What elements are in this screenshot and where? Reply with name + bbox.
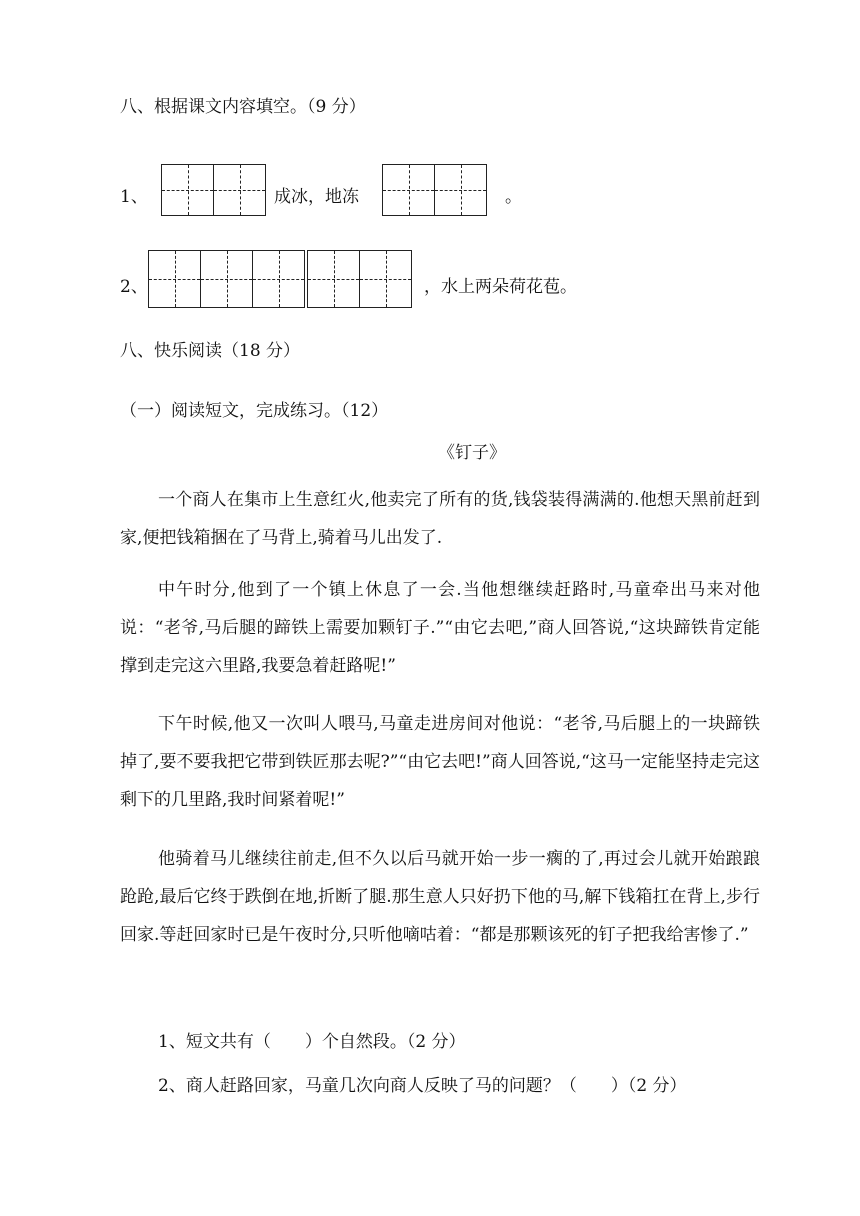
fill-question-2-number: 2、 <box>120 277 148 297</box>
story-paragraph-4: 他骑着马儿继续往前走,但不久以后马就开始一步一瘸的了,再过会儿就开始踉踉跄跄,最后它终于跌倒在地,折断了腿.那生意人只好扔下他的马,解下钱箱扛在背上,步行回家.等赶回家时已是午夜时分,只听他嘀咕着：“都是那颗该死的钉子把我给害惨了.” <box>120 849 760 945</box>
story-paragraph-3: 下午时候,他又一次叫人喂马,马童走进房间对他说：“老爷,马后腿上的一块蹄铁掉了,要不要我把它带到铁匠那去呢?”“由它去吧!”商人回答说,“这马一定能坚持走完这剩下的几里路,我时间紧着呢!” <box>120 714 760 810</box>
writing-cell <box>253 250 305 308</box>
question-2: 2、商人赶路回家，马童几次向商人反映了马的问题？（ ）（2 分） <box>158 1076 687 1096</box>
writing-grid-q2-a <box>148 250 305 308</box>
writing-grid-q2-b <box>307 250 412 308</box>
writing-cell <box>162 164 214 216</box>
reading-part-1-title: （一）阅读短文，完成练习。（12） <box>120 401 389 421</box>
writing-grid-q1-a <box>161 164 266 216</box>
writing-cell <box>435 164 487 216</box>
writing-cell <box>201 250 253 308</box>
story-paragraph-2: 中午时分,他到了一个镇上休息了一会.当他想继续赶路时,马童牵出马来对他说：“老爷,马后腿的蹄铁上需要加颗钉子.”“由它去吧,”商人回答说,“这块蹄铁肯定能撑到走完这六里路,我要急着赶路呢!” <box>120 580 760 676</box>
section-title-reading: 八、快乐阅读（18 分） <box>120 341 301 361</box>
writing-grid-q1-b <box>382 164 487 216</box>
story-paragraph-1: 一个商人在集市上生意红火,他卖完了所有的货,钱袋装得满满的.他想天黑前赶到家,便把钱箱捆在了马背上,骑着马儿出发了. <box>120 490 760 548</box>
story-title: 《钉子》 <box>438 443 506 463</box>
writing-cell <box>214 164 266 216</box>
question-1: 1、短文共有（ ）个自然段。（2 分） <box>158 1032 466 1052</box>
writing-cell <box>308 250 360 308</box>
section-title-fill-blanks: 八、根据课文内容填空。（9 分） <box>120 97 366 117</box>
writing-cell <box>149 250 201 308</box>
fill-question-1-middle-text: 成冰，地冻 <box>274 187 359 207</box>
writing-cell <box>360 250 412 308</box>
fill-question-1-end: 。 <box>505 187 522 207</box>
writing-cell <box>383 164 435 216</box>
fill-question-2-end: ，水上两朵荷花苞。 <box>424 277 577 297</box>
fill-question-1-number: 1、 <box>120 187 148 207</box>
